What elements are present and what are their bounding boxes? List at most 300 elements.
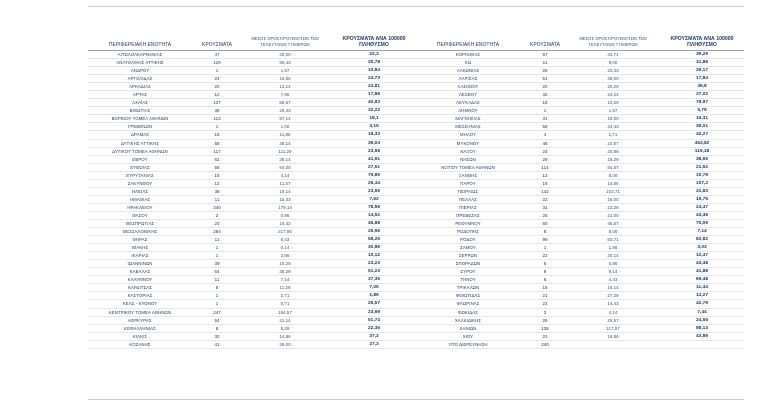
cell-region: ΦΩΚΙΔΑΣ [458, 309, 478, 315]
cell-avg: 1,57 [280, 68, 290, 74]
cell-cases: 20 [214, 220, 220, 226]
cell-cases: 25 [542, 212, 548, 218]
table-row [416, 156, 744, 164]
cell-cases: 64 [214, 269, 220, 275]
cell-per100k: 43,48 [695, 261, 708, 267]
cell-per100k: 7,05 [369, 285, 379, 291]
cell-avg: 16,86 [279, 76, 291, 82]
cell-cases: 41 [214, 341, 220, 347]
cell-cases: 26 [542, 317, 548, 323]
cell-region: ΚΑΣΤΟΡΙΑΣ [127, 293, 153, 299]
cell-region: ΚΟΖΑΝΗΣ [129, 341, 151, 347]
cell-region: ΡΟΔΟΠΗΣ [457, 229, 479, 235]
cell-cases: 20 [214, 84, 220, 90]
cell-cases: 36 [214, 108, 220, 114]
cell-avg: 16,29 [607, 156, 619, 162]
cell-per100k: 78,59 [367, 204, 380, 210]
cell-cases: 127 [213, 100, 221, 106]
cell-region: ΔΡΑΜΑΣ [131, 132, 149, 138]
cell-cases: 24 [542, 148, 548, 154]
cell-cases: 32 [542, 92, 548, 98]
cell-avg: 103,71 [606, 188, 620, 194]
cell-cases: 47 [214, 52, 220, 57]
cell-avg: 4,14 [608, 309, 618, 315]
cell-region: ΖΑΚΥΝΘΟΥ [127, 180, 153, 186]
cell-cases: 26 [542, 68, 548, 74]
table-row [416, 204, 744, 212]
table-row [88, 204, 416, 212]
table-row [416, 196, 744, 204]
cell-region: ΑΡΓΟΛΙΔΑΣ [127, 76, 153, 82]
cell-region: ΝΑΞΟΥ [460, 148, 476, 154]
cell-per100k: 31,83 [695, 188, 708, 194]
cell-region: ΣΕΡΡΩΝ [458, 253, 478, 259]
cell-per100k: 37,02 [695, 92, 708, 98]
cell-region: ΜΕΣΣΗΝΙΑΣ [455, 124, 481, 130]
cell-region: ΧΑΝΙΩΝ [459, 325, 477, 331]
cell-avg: 217,86 [278, 229, 292, 235]
cell-avg: 15,43 [279, 196, 291, 202]
table-row [88, 300, 416, 308]
table-row [416, 317, 744, 325]
cell-per100k: 40,83 [367, 100, 380, 106]
cell-avg: 0,14 [280, 245, 290, 251]
table-row [88, 309, 416, 317]
cell-cases: 6 [543, 261, 547, 267]
table-row [416, 260, 744, 268]
cell-per100k: 35,01 [695, 124, 708, 130]
cell-region: ΚΩ [464, 60, 472, 66]
cell-region: ΠΕΙΡΑΙΩΣ [457, 188, 479, 194]
cell-cases: 24 [214, 76, 220, 82]
header-per100k: ΚΡΟΥΣΜΑΤΑ ΑΝΑ 100000 ΠΛΗΘΥΣΜΟ [670, 36, 734, 48]
table-row [88, 341, 416, 349]
cell-cases: 39 [214, 261, 220, 267]
cell-cases: 57 [542, 52, 548, 57]
cell-avg: 19,14 [279, 188, 291, 194]
table-row [88, 196, 416, 204]
cell-avg: 11,57 [279, 180, 291, 186]
cell-avg: 95,43 [279, 60, 291, 66]
cell-per100k: 41,88 [695, 269, 708, 275]
cell-per100k: 36,04 [367, 140, 380, 146]
cell-region: ΠΡΕΒΕΖΑΣ [456, 212, 480, 218]
cell-avg: 1,57 [608, 108, 618, 114]
cell-per100k: 39,8 [697, 84, 707, 90]
cell-per100k: 17,84 [695, 76, 708, 82]
table-row [416, 131, 744, 139]
cell-region: ΒΟΙΩΤΙΑΣ [129, 108, 151, 114]
cell-region: ΣΑΜΟΥ [460, 245, 476, 251]
cell-avg: 54,00 [279, 164, 291, 170]
cell-avg: 7,14 [280, 277, 290, 283]
cell-avg: 14,43 [607, 301, 619, 307]
cell-region: ΜΑΓΝΗΣΙΑΣ [455, 116, 481, 122]
cell-per100k: 43,49 [695, 212, 708, 218]
cell-cases: 62 [214, 156, 220, 162]
cell-avg: 5,86 [608, 261, 618, 267]
cell-cases: 22 [542, 196, 548, 202]
table-body [88, 51, 416, 349]
cell-per100k: 21,52 [695, 164, 708, 170]
table-row [88, 244, 416, 252]
cell-per100k: 1,89 [369, 293, 379, 299]
cell-region: ΣΠΟΡΑΔΩΝ [455, 261, 481, 267]
header-per100k: ΚΡΟΥΣΜΑΤΑ ΑΝΑ 100000 ΠΛΗΘΥΣΜΟ [342, 36, 406, 48]
cell-per100k: 51,23 [367, 269, 380, 275]
cell-cases: 21 [542, 293, 548, 299]
cell-region: ΚΕΑΣ - ΚΥΘΝΟΥ [122, 301, 158, 307]
header-avg: ΜΕΣΟΣ ΟΡΟΣ ΚΡΟΥΣΜΑΤΩΝ ΤΩΝ ΤΕΛΕΥΤΑΙΩΝ 7 ΗΜΕΡΩΝ [579, 36, 647, 47]
cell-avg: 27,29 [607, 293, 619, 299]
cell-per100k: 107,2 [695, 180, 708, 186]
cell-avg: 84,57 [607, 164, 619, 170]
cell-region: ΑΙΤΩΛΟΑΚΑΡΝΑΝΙΑΣ [117, 52, 163, 57]
cell-per100k: 38,65 [695, 156, 708, 162]
cell-cases: 20 [542, 84, 548, 90]
table-row [88, 220, 416, 228]
cell-per100k: 29,17 [695, 68, 708, 74]
cell-avg: 9,00 [608, 60, 618, 66]
cell-cases: 51 [542, 76, 548, 82]
cell-region: ΕΥΒΟΙΑΣ [130, 164, 150, 170]
cell-region: ΚΟΡΙΝΘΙΑΣ [455, 52, 481, 57]
table-row [416, 148, 744, 156]
cell-region: ΘΗΡΑΣ [132, 237, 148, 243]
cell-region: ΞΑΝΘΗΣ [458, 172, 478, 178]
cell-per100k: 25,78 [367, 60, 380, 66]
cell-region: ΧΑΛΚΙΔΙΚΗΣ [454, 317, 482, 323]
cell-avg: 38,14 [279, 156, 291, 162]
cell-region: ΝΟΤΙΟΥ ΤΟΜΕΑ ΑΘΗΝΩΝ [441, 164, 495, 170]
cell-avg: 45,57 [607, 220, 619, 226]
cell-per100k: 30,86 [367, 245, 380, 251]
cell-avg: 41,14 [279, 317, 291, 323]
cell-cases: 23 [542, 333, 548, 339]
cell-avg: 9,14 [608, 269, 618, 275]
cell-avg: 8,43 [280, 237, 290, 243]
cell-region: ΑΡΤΑΣ [132, 92, 148, 98]
cell-cases: 12 [214, 92, 220, 98]
cell-cases: 31 [542, 204, 548, 210]
cell-avg: 86,57 [279, 100, 291, 106]
cell-cases: 1 [215, 293, 219, 299]
table-row [88, 91, 416, 99]
table-header [416, 20, 744, 51]
cell-avg: 14,86 [607, 180, 619, 186]
cell-region: ΚΙΛΚΙΣ [132, 333, 148, 339]
table-row [88, 236, 416, 244]
cell-cases: 15 [542, 285, 548, 291]
cell-region: ΤΡΙΚΑΛΩΝ [456, 285, 480, 291]
table-row [88, 325, 416, 333]
table-row [88, 276, 416, 284]
cell-per100k: 45,88 [367, 220, 380, 226]
cell-region: ΕΒΡΟΥ [132, 156, 148, 162]
table-row [416, 228, 744, 236]
table-row [416, 67, 744, 75]
table-row [416, 236, 744, 244]
cell-avg: 20,29 [607, 84, 619, 90]
cell-cases: 22 [542, 253, 548, 259]
cell-avg: 7,86 [280, 92, 290, 98]
cell-avg: 2,71 [280, 293, 290, 299]
cell-cases: 1 [215, 245, 219, 251]
cell-avg: 179,14 [278, 204, 292, 210]
cell-avg: 16,43 [279, 220, 291, 226]
table-row [416, 325, 744, 333]
cell-cases: 16 [214, 172, 220, 178]
cell-cases: 1 [215, 124, 219, 130]
cell-avg: 2,86 [280, 253, 290, 259]
cell-per100k: 14,52 [367, 212, 380, 218]
cell-per100k: 23,65 [367, 188, 380, 194]
table-row [416, 309, 744, 317]
cell-per100k: 32,22 [367, 108, 380, 114]
cell-avg: 1,71 [608, 132, 618, 138]
table-row [416, 75, 744, 83]
cell-avg: 18,86 [607, 333, 619, 339]
table-row [88, 59, 416, 67]
table-row [88, 180, 416, 188]
cell-avg: 16,29 [279, 261, 291, 267]
cell-cases: 56 [214, 164, 220, 170]
cell-avg: 1,86 [608, 245, 618, 251]
cell-per100k: 3,03 [697, 245, 707, 251]
cell-cases: 3 [543, 309, 547, 315]
cell-avg: 1,00 [280, 124, 290, 130]
cell-avg: 44,43 [607, 124, 619, 130]
cell-region: ΠΕΛΛΑΣ [459, 196, 477, 202]
cell-per100k: 10,79 [695, 172, 708, 178]
cell-per100k: 18,33 [367, 132, 380, 138]
cell-per100k: 37,35 [367, 277, 380, 283]
cell-cases: 31 [542, 116, 548, 122]
cell-cases: 12 [214, 180, 220, 186]
table-row [88, 115, 416, 123]
cell-avg: 21,00 [607, 212, 619, 218]
table-row [416, 180, 744, 188]
cell-avg: 38,00 [607, 76, 619, 82]
cell-avg: 24,14 [607, 92, 619, 98]
cell-per100k: 69,48 [695, 277, 708, 283]
cell-avg: 97,14 [279, 116, 291, 122]
cell-per100k: 27,3 [369, 341, 379, 347]
cell-region: ΧΙΟΥ [462, 333, 474, 339]
header-cases: ΚΡΟΥΣΜΑΤΑ [530, 42, 560, 48]
cell-region: ΗΡΑΚΛΕΙΟΥ [127, 204, 153, 210]
table-left-half [88, 20, 416, 349]
cell-cases: 11 [542, 60, 548, 66]
cell-per100k: 27,51 [367, 164, 380, 170]
cell-cases: 8 [215, 325, 219, 331]
cell-avg: 43,71 [607, 52, 619, 57]
cell-per100k: 37,3 [369, 333, 379, 339]
cell-per100k: 22,35 [367, 325, 380, 331]
cell-region: ΘΕΣΠΡΩΤΙΑΣ [125, 220, 155, 226]
cell-region: ΑΝΔΡΟΥ [130, 68, 150, 74]
cell-avg: 11,29 [279, 285, 291, 291]
cell-region: ΒΟΡΕΙΟΥ ΤΟΜΕΑ ΑΘΗΝΩΝ [111, 116, 169, 122]
cell-per100k: 10,12 [367, 253, 380, 259]
cell-per100k: 15,75 [695, 196, 708, 202]
cell-cases: 22 [542, 301, 548, 307]
cell-region: ΛΑΡΙΣΑΣ [458, 76, 478, 82]
bottom-rule [88, 399, 744, 400]
cell-region: ΜΥΚΟΝΟΥ [456, 140, 480, 146]
cell-cases: 1 [543, 108, 547, 114]
cell-cases: 117 [213, 148, 221, 154]
cell-cases: 284 [213, 229, 221, 235]
cell-region: ΛΗΜΝΟΥ [458, 108, 478, 114]
cell-cases: 46 [542, 140, 548, 146]
cell-avg: 28,43 [279, 108, 291, 114]
cell-per100k: 31,86 [695, 60, 708, 66]
cell-per100k: 24,47 [695, 204, 708, 210]
table-row [416, 284, 744, 292]
cell-avg: 35,29 [279, 269, 291, 275]
cell-avg: 16,14 [607, 285, 619, 291]
table-row [88, 212, 416, 220]
cell-avg: 4,14 [280, 172, 290, 178]
cell-avg: 117,57 [606, 325, 620, 331]
table-row [88, 123, 416, 131]
table-row [416, 333, 744, 341]
cell-cases: 240 [541, 341, 549, 347]
cell-region: ΓΡΕΒΕΝΩΝ [127, 124, 153, 130]
cell-avg: 0,86 [280, 212, 290, 218]
table-row [416, 83, 744, 91]
cell-per100k: 39,29 [695, 52, 708, 57]
cell-avg: 8,00 [608, 172, 618, 178]
table-row [416, 212, 744, 220]
cell-avg: 22,57 [607, 140, 619, 146]
table-row [416, 188, 744, 196]
cell-cases: 1 [215, 301, 219, 307]
table-row [88, 67, 416, 75]
cell-per100k: 70,09 [695, 220, 708, 226]
cell-per100k: 18,1 [369, 116, 379, 122]
cell-per100k: 40,27 [695, 132, 708, 138]
header-region: ΠΕΡΙΦΕΡΕΙΑΚΗ ΕΝΟΤΗΤΑ [108, 42, 172, 48]
cell-cases: 2 [215, 212, 219, 218]
cell-cases: 1 [215, 253, 219, 259]
table-row [88, 292, 416, 300]
header-avg: ΜΕΣΟΣ ΟΡΟΣ ΚΡΟΥΣΜΑΤΩΝ ΤΩΝ ΤΕΛΕΥΤΑΙΩΝ 7 ΗΜΕΡΩΝ [251, 36, 319, 47]
cell-avg: 23,43 [607, 68, 619, 74]
table-row [88, 333, 416, 341]
cell-avg: 23,29 [607, 204, 619, 210]
cell-cases: 58 [214, 140, 220, 146]
cell-per100k: 43,89 [695, 333, 708, 339]
table-row [88, 228, 416, 236]
cell-per100k: 11,44 [696, 285, 708, 291]
cell-cases: 1 [215, 68, 219, 74]
table-row [416, 292, 744, 300]
cell-avg: 25,57 [607, 317, 619, 323]
cell-region: ΑΝΑΤΟΛΙΚΗΣ ΑΤΤΙΚΗΣ [116, 60, 164, 66]
top-rule [88, 6, 744, 7]
table-row [416, 99, 744, 107]
cell-region: ΛΕΥΚΑΔΑΣ [456, 100, 480, 106]
cases-table [88, 20, 744, 398]
table-row [416, 123, 744, 131]
cell-cases: 11 [214, 237, 220, 243]
table-row [416, 252, 744, 260]
table-row [416, 220, 744, 228]
cell-per100k: 17,86 [367, 92, 380, 98]
table-row [416, 341, 744, 349]
cell-region: ΑΡΚΑΔΙΑΣ [129, 84, 151, 90]
table-row [416, 172, 744, 180]
table-row [88, 188, 416, 196]
cell-per100k: 23,69 [367, 309, 380, 315]
cell-cases: 129 [213, 60, 221, 66]
cell-region: ΜΗΛΟΥ [459, 132, 477, 138]
cell-region: ΚΑΛΥΜΝΟΥ [127, 277, 153, 283]
cell-per100k: 12,47 [695, 253, 708, 259]
cell-region: ΣΥΡΟΥ [460, 269, 476, 275]
cell-avg: 83,71 [607, 237, 619, 243]
cell-per100k: 82,82 [695, 237, 708, 243]
cell-cases: 12 [542, 172, 548, 178]
table-row [416, 51, 744, 59]
cell-region: ΕΥΡΥΤΑΝΙΑΣ [126, 172, 154, 178]
table-row [416, 164, 744, 172]
cell-per100k: 88,13 [695, 325, 708, 331]
cell-per100k: 41,91 [367, 156, 380, 162]
cell-per100k: 25,56 [367, 229, 380, 235]
cell-region: ΠΑΡΟΥ [460, 180, 476, 186]
cell-region: ΚΕΦΑΛΛΗΝΙΑΣ [124, 325, 156, 331]
cell-per100k: 10,84 [367, 68, 380, 74]
cell-cases: 9 [543, 269, 547, 275]
cell-per100k: 79,85 [367, 172, 380, 178]
table-row [416, 268, 744, 276]
cell-per100k: 7,44 [697, 309, 707, 315]
cell-region: ΔΥΤΙΚΟΥ ΤΟΜΕΑ ΑΘΗΝΩΝ [112, 148, 168, 154]
cell-avg: 4,43 [608, 277, 618, 283]
header-cases: ΚΡΟΥΣΜΑΤΑ [202, 42, 232, 48]
cell-per100k: 24,81 [367, 84, 380, 90]
cell-avg: 13,14 [279, 84, 291, 90]
cell-avg: 18,00 [607, 116, 619, 122]
cell-region: ΚΑΡΔΙΤΣΑΣ [127, 285, 153, 291]
cell-cases: 11 [214, 196, 220, 202]
cell-cases: 56 [542, 124, 548, 130]
table-row [88, 252, 416, 260]
cell-per100k: 119,18 [694, 148, 710, 154]
cell-per100k: 58,25 [367, 237, 380, 243]
table-row [88, 107, 416, 115]
cell-cases: 113 [213, 116, 221, 122]
cell-per100k: 29,44 [367, 180, 380, 186]
cell-cases: 142 [541, 188, 549, 194]
cell-region: ΔΥΤΙΚΗΣ ΑΤΤΙΚΗΣ [121, 140, 159, 146]
table-row [88, 131, 416, 139]
cell-region: ΚΕΡΚΥΡΑΣ [128, 317, 152, 323]
cell-avg: 10,29 [607, 100, 619, 106]
table-row [88, 268, 416, 276]
cell-region: ΦΘΙΩΤΙΔΑΣ [455, 293, 481, 299]
table-row [88, 156, 416, 164]
cell-region: ΛΑΣΙΘΙΟΥ [457, 84, 479, 90]
cell-per100k: 7,14 [697, 229, 707, 235]
cell-cases: 38 [214, 188, 220, 194]
cell-avg: 11,86 [279, 132, 291, 138]
cell-cases: 6 [543, 277, 547, 283]
cell-per100k: 3,15 [369, 124, 379, 130]
